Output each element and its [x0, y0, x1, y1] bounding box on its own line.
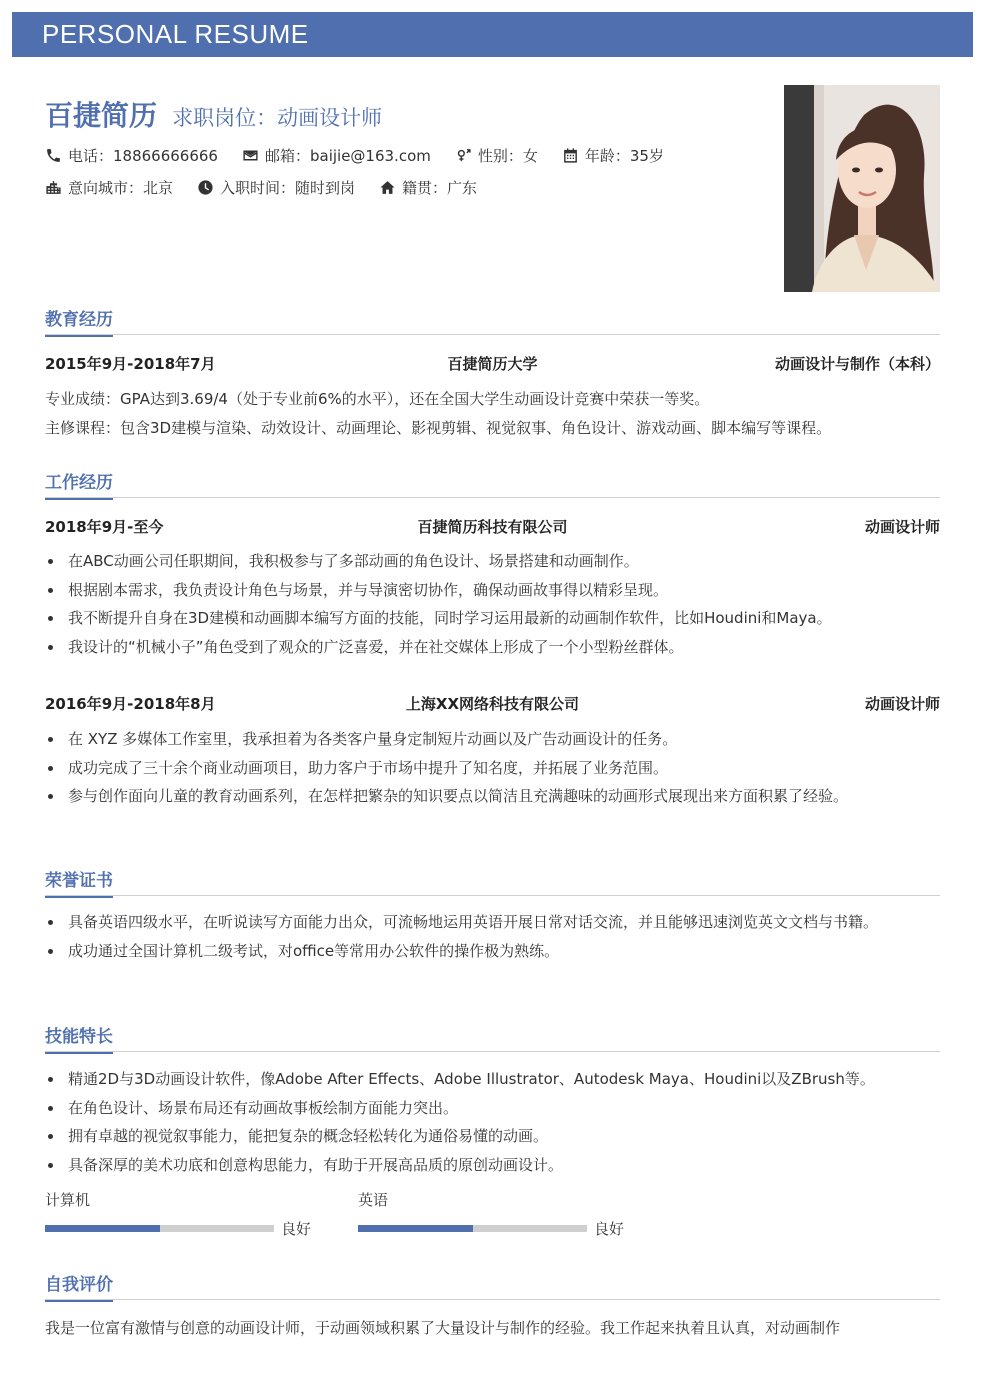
skill-2-bar	[358, 1225, 587, 1232]
calendar-icon	[562, 147, 579, 164]
education-section-header	[45, 305, 940, 335]
skills-bullets	[45, 1065, 940, 1179]
job-label: 求职岗位：	[172, 106, 278, 130]
job-1-date: 2018年9月-至今	[45, 518, 164, 536]
phone-icon	[45, 147, 62, 164]
skill-1-level: 良好	[281, 1220, 312, 1238]
phone-text: 电话：18866666666	[68, 147, 218, 165]
skill-1-bar-fill	[45, 1225, 160, 1232]
self-text: 我是一位富有激情与创意的动画设计师，于动画领域积累了大量设计与制作的经验。我工作起来执着且认真，对动画制作	[45, 1319, 841, 1337]
honors-bullets	[45, 908, 935, 965]
clock-icon	[197, 179, 214, 196]
profile-photo	[784, 85, 940, 292]
list-item: 参与创作面向儿童的教育动画系列，在怎样把繁杂的知识要点以简洁且充满趣味的动画形式展现出来方面积累了经验。	[45, 782, 925, 811]
list-item: 在角色设计、场景布局还有动画故事板绘制方面能力突出。	[45, 1094, 940, 1123]
skill-1-label: 计算机	[45, 1191, 91, 1209]
list-item: 成功通过全国计算机二级考试，对office等常用办公软件的操作极为熟练。	[45, 937, 935, 966]
list-item: 我设计的“机械小子”角色受到了观众的广泛喜爱，并在社交媒体上形成了一个小型粉丝群体。	[45, 633, 940, 662]
info-row-2	[45, 177, 501, 198]
education-date: 2015年9月-2018年7月	[45, 355, 216, 373]
home-icon	[379, 179, 396, 196]
origin-text: 籍贯：广东	[402, 179, 478, 197]
list-item: 我不断提升自身在3D建模和动画脚本编写方面的技能，同时学习运用最新的动画制作软件，比如Houdini和Maya。	[45, 604, 940, 633]
skills-title: 技能特长	[45, 1022, 113, 1054]
list-item: 精通2D与3D动画设计软件，像Adobe After Effects、Adobe Illustrator、Autodesk Maya、Houdini以及ZBrush等。	[45, 1065, 940, 1094]
job-1-company: 百捷简历科技有限公司	[417, 518, 568, 536]
name-row	[45, 94, 382, 134]
list-item: 在ABC动画公司任职期间，我积极参与了多部动画的角色设计、场景搭建和动画制作。	[45, 547, 940, 576]
job-2-company: 上海XX网络科技有限公司	[405, 695, 580, 713]
job-1-bullets	[45, 547, 940, 661]
info-phone	[45, 145, 218, 166]
job-2-row	[45, 693, 940, 715]
email-text: 邮箱：baijie@163.com	[264, 147, 431, 165]
gender-icon	[455, 147, 472, 164]
list-item: 在 XYZ 多媒体工作室里，我承担着为各类客户量身定制短片动画以及广告动画设计的任务。	[45, 725, 925, 754]
info-gender	[455, 145, 538, 166]
education-line-2: 主修课程：包含3D建模与渲染、动效设计、动画理论、影视剪辑、视觉叙事、角色设计、游戏动画、脚本编写等课程。	[45, 419, 832, 437]
self-title: 自我评价	[45, 1270, 113, 1302]
skills-section-header	[45, 1022, 940, 1052]
list-item: 具备英语四级水平，在听说读写方面能力出众，可流畅地运用英语开展日常对话交流，并且能够迅速浏览英文文档与书籍。	[45, 908, 935, 937]
email-icon	[242, 147, 259, 164]
resume-banner	[12, 12, 973, 57]
education-title: 教育经历	[45, 305, 113, 337]
skill-2-label: 英语	[358, 1191, 389, 1209]
job-1-role: 动画设计师	[864, 518, 940, 536]
info-row-1	[45, 145, 688, 166]
info-origin	[379, 177, 477, 198]
candidate-name: 百捷简历	[45, 99, 158, 132]
work-section-header	[45, 468, 940, 498]
info-start	[197, 177, 355, 198]
city-text: 意向城市：北京	[68, 179, 174, 197]
education-school: 百捷简历大学	[447, 355, 538, 373]
honors-title: 荣誉证书	[45, 866, 113, 898]
start-text: 入职时间：随时到岗	[220, 179, 356, 197]
job-2-date: 2016年9月-2018年8月	[45, 695, 216, 713]
job-title: 动画设计师	[277, 106, 383, 130]
job-2-role: 动画设计师	[864, 695, 940, 713]
self-section-header	[45, 1270, 940, 1300]
education-row	[45, 353, 940, 375]
info-city	[45, 177, 173, 198]
info-age	[562, 145, 664, 166]
list-item: 成功完成了三十余个商业动画项目，助力客户于市场中提升了知名度，并拓展了业务范围。	[45, 754, 925, 783]
list-item: 具备深厚的美术功底和创意构思能力，有助于开展高品质的原创动画设计。	[45, 1151, 940, 1180]
gender-text: 性别：女	[477, 147, 538, 165]
skill-2-bar-fill	[358, 1225, 473, 1232]
job-1-row	[45, 516, 940, 538]
honors-section-header	[45, 866, 940, 896]
list-item: 拥有卓越的视觉叙事能力，能把复杂的概念轻松转化为通俗易懂的动画。	[45, 1122, 940, 1151]
city-icon	[45, 179, 62, 196]
skill-1-bar	[45, 1225, 274, 1232]
job-2-bullets	[45, 725, 925, 811]
age-text: 年龄：35岁	[584, 147, 664, 165]
info-email	[242, 145, 431, 166]
skill-2-level: 良好	[594, 1220, 625, 1238]
work-title: 工作经历	[45, 468, 113, 500]
education-line-1: 专业成绩：GPA达到3.69/4（处于专业前6%的水平），还在全国大学生动画设计竞赛中荣获一等奖。	[45, 390, 710, 408]
education-major: 动画设计与制作（本科）	[774, 355, 940, 373]
banner-title: PERSONAL RESUME	[42, 19, 309, 49]
list-item: 根据剧本需求，我负责设计角色与场景，并与导演密切协作，确保动画故事得以精彩呈现。	[45, 576, 940, 605]
